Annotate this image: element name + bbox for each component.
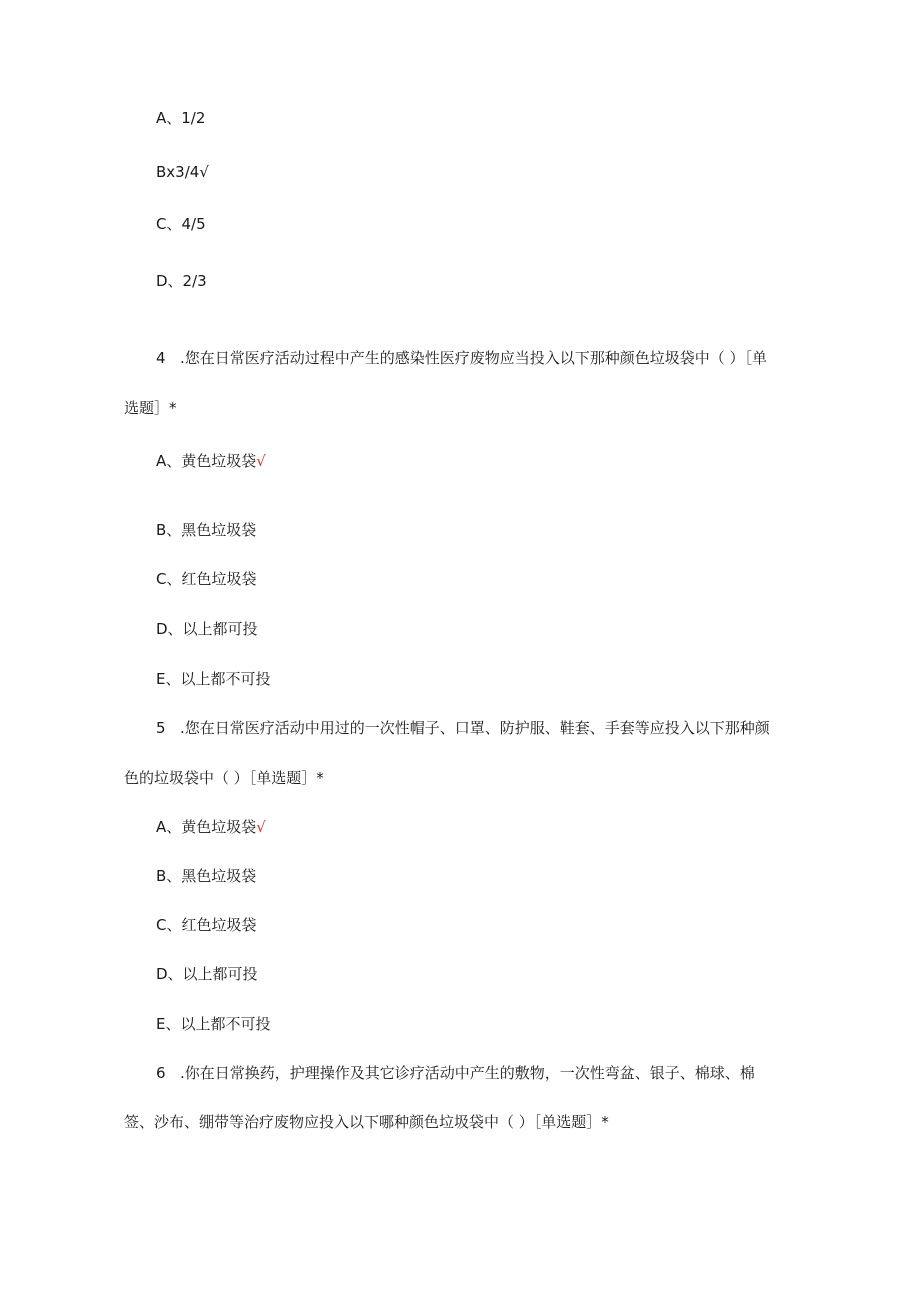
question-text: .您在日常医疗活动中用过的一次性帽子、口罩、防护服、鞋套、手套等应投入以下那种颜 bbox=[180, 719, 770, 737]
question-text-cont: 选题］* bbox=[124, 399, 177, 417]
question-number: 4 bbox=[156, 349, 166, 367]
option-text: E、以上都不可投 bbox=[156, 670, 271, 688]
q4-option-c bbox=[156, 569, 256, 589]
q6-question-line1 bbox=[156, 1063, 755, 1083]
option-text: A、黄色垃圾袋 bbox=[156, 452, 257, 470]
q5-option-b bbox=[156, 866, 256, 886]
question-text-cont: 色的垃圾袋中（ ）［单选题］* bbox=[124, 769, 324, 787]
q4-question-line2 bbox=[124, 398, 177, 418]
option-text: C、红色垃圾袋 bbox=[156, 570, 257, 588]
q6-question-line2 bbox=[124, 1112, 609, 1132]
option-text: D、2/3 bbox=[156, 272, 207, 290]
q5-option-a bbox=[156, 817, 266, 837]
question-text-cont: 签、沙布、绷带等治疗废物应投入以下哪种颜色垃圾袋中（ ）［单选题］* bbox=[124, 1113, 609, 1131]
q4-option-d bbox=[156, 619, 258, 639]
option-text: Bx3/4 bbox=[156, 163, 200, 181]
q4-question-line1 bbox=[156, 348, 767, 368]
question-text: .你在日常换药，护理操作及其它诊疗活动中产生的敷物，一次性弯盆、银子、棉球、棉 bbox=[180, 1064, 755, 1082]
option-text: A、黄色垃圾袋 bbox=[156, 818, 257, 836]
q5-option-e bbox=[156, 1014, 270, 1034]
q5-option-c bbox=[156, 915, 256, 935]
q5-question-line1 bbox=[156, 718, 770, 738]
q5-option-d bbox=[156, 964, 258, 984]
option-text: D、以上都可投 bbox=[156, 965, 258, 983]
question-number: 5 bbox=[156, 719, 166, 737]
check-mark-icon: √ bbox=[199, 163, 209, 181]
option-text: E、以上都不可投 bbox=[156, 1015, 271, 1033]
option-text: C、4/5 bbox=[156, 215, 206, 233]
q3-option-d bbox=[156, 271, 207, 291]
option-text: D、以上都可投 bbox=[156, 620, 258, 638]
option-text: B、黑色垃圾袋 bbox=[156, 867, 257, 885]
q4-option-a bbox=[156, 451, 266, 471]
question-number: 6 bbox=[156, 1064, 166, 1082]
q3-option-b bbox=[156, 162, 209, 182]
question-text: .您在日常医疗活动过程中产生的感染性医疗废物应当投入以下那种颜色垃圾袋中（ ）［单 bbox=[180, 349, 768, 367]
option-text: C、红色垃圾袋 bbox=[156, 916, 257, 934]
q4-option-e bbox=[156, 669, 270, 689]
q4-option-b bbox=[156, 520, 256, 540]
q3-option-c bbox=[156, 214, 206, 234]
check-mark-icon: √ bbox=[256, 818, 266, 836]
option-text: B、黑色垃圾袋 bbox=[156, 521, 257, 539]
q3-option-a bbox=[156, 108, 205, 128]
check-mark-icon: √ bbox=[256, 452, 266, 470]
q5-question-line2 bbox=[124, 768, 324, 788]
option-text: A、1/2 bbox=[156, 109, 206, 127]
